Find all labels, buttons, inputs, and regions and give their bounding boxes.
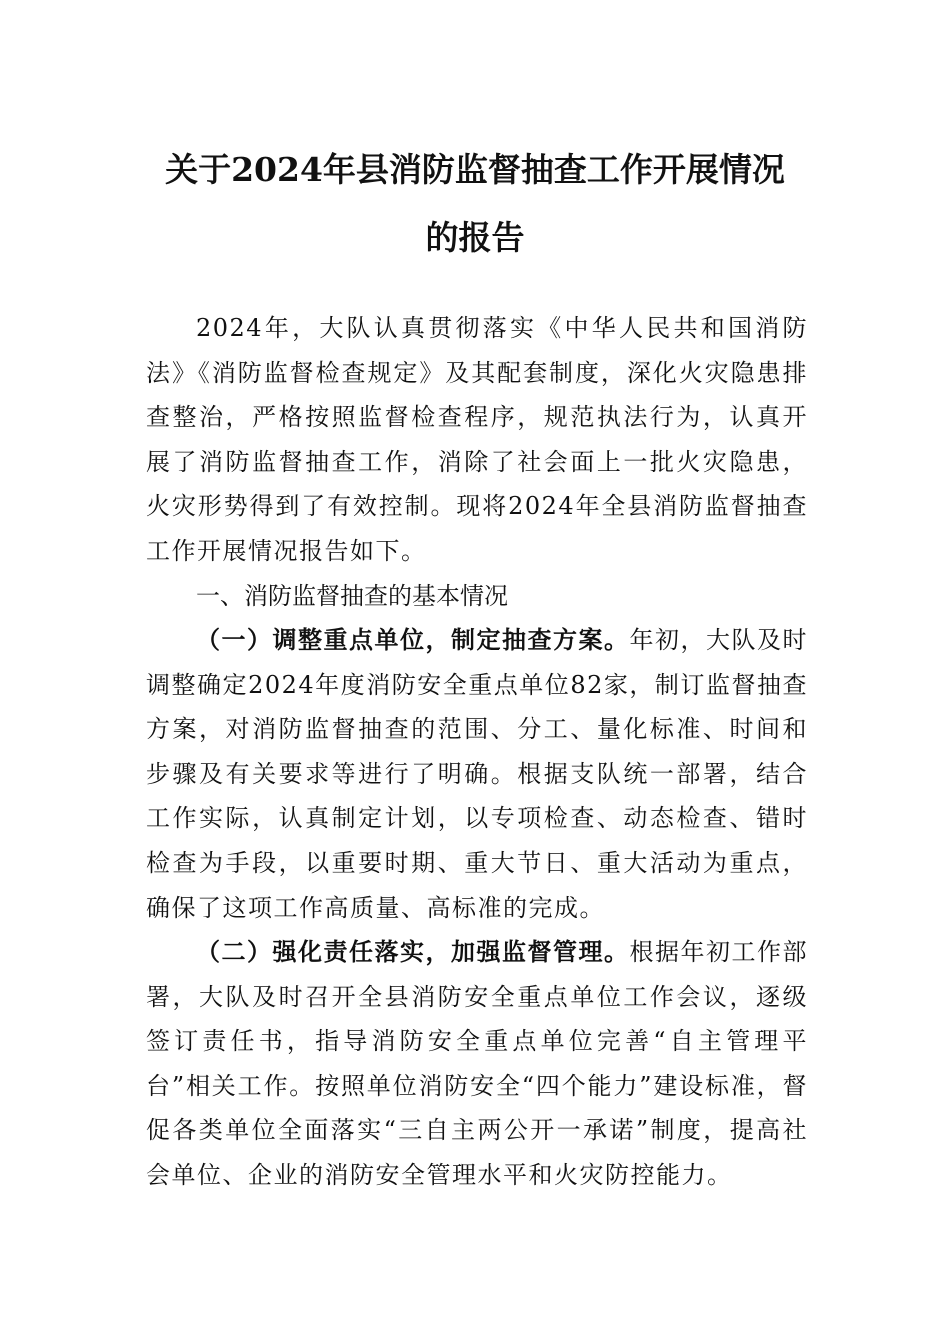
item-2-paragraph — [146, 930, 808, 1198]
item-1-paragraph — [146, 618, 808, 930]
item-1-text: 年初，大队及时调整确定2024年度消防安全重点单位82家，制订监督抽查方案，对消防监督抽查的范围、分工、量化标准、时间和步骤及有关要求等进行了明确。根据支队统一部署，结合工作实际，认真制定计划，以专项检查、动态检查、错时检查为手段，以重要时期、重大节日、重大活动为重点，确保了这项工作高质量、高标准的完成。 — [146, 626, 808, 922]
document-title-line-2: 的报告 — [425, 218, 525, 257]
item-2-text: 根据年初工作部署，大队及时召开全县消防安全重点单位工作会议，逐级签订责任书，指导消防安全重点单位完善“自主管理平台”相关工作。按照单位消防安全“四个能力”建设标准，督促各类单位全面落实“三自主两公开一承诺”制度，提高社会单位、企业的消防安全管理水平和火灾防控能力。 — [146, 938, 808, 1189]
intro-paragraph: 2024年，大队认真贯彻落实《中华人民共和国消防法》《消防监督检查规定》及其配套制度，深化火灾隐患排查整治，严格按照监督检查程序，规范执法行为，认真开展了消防监督抽查工作，消除了社会面上一批火灾隐患，火灾形势得到了有效控制。现将2024年全县消防监督抽查工作开展情况报告如下。 — [146, 314, 808, 565]
section-heading-1: 一、消防监督抽查的基本情况 — [196, 582, 508, 610]
item-2-lead: （二）强化责任落实，加强监督管理。 — [196, 937, 630, 966]
item-1-lead: （一）调整重点单位，制定抽查方案。 — [196, 625, 630, 654]
document-title-line-1: 关于2024年县消防监督抽查工作开展情况 — [165, 150, 785, 189]
